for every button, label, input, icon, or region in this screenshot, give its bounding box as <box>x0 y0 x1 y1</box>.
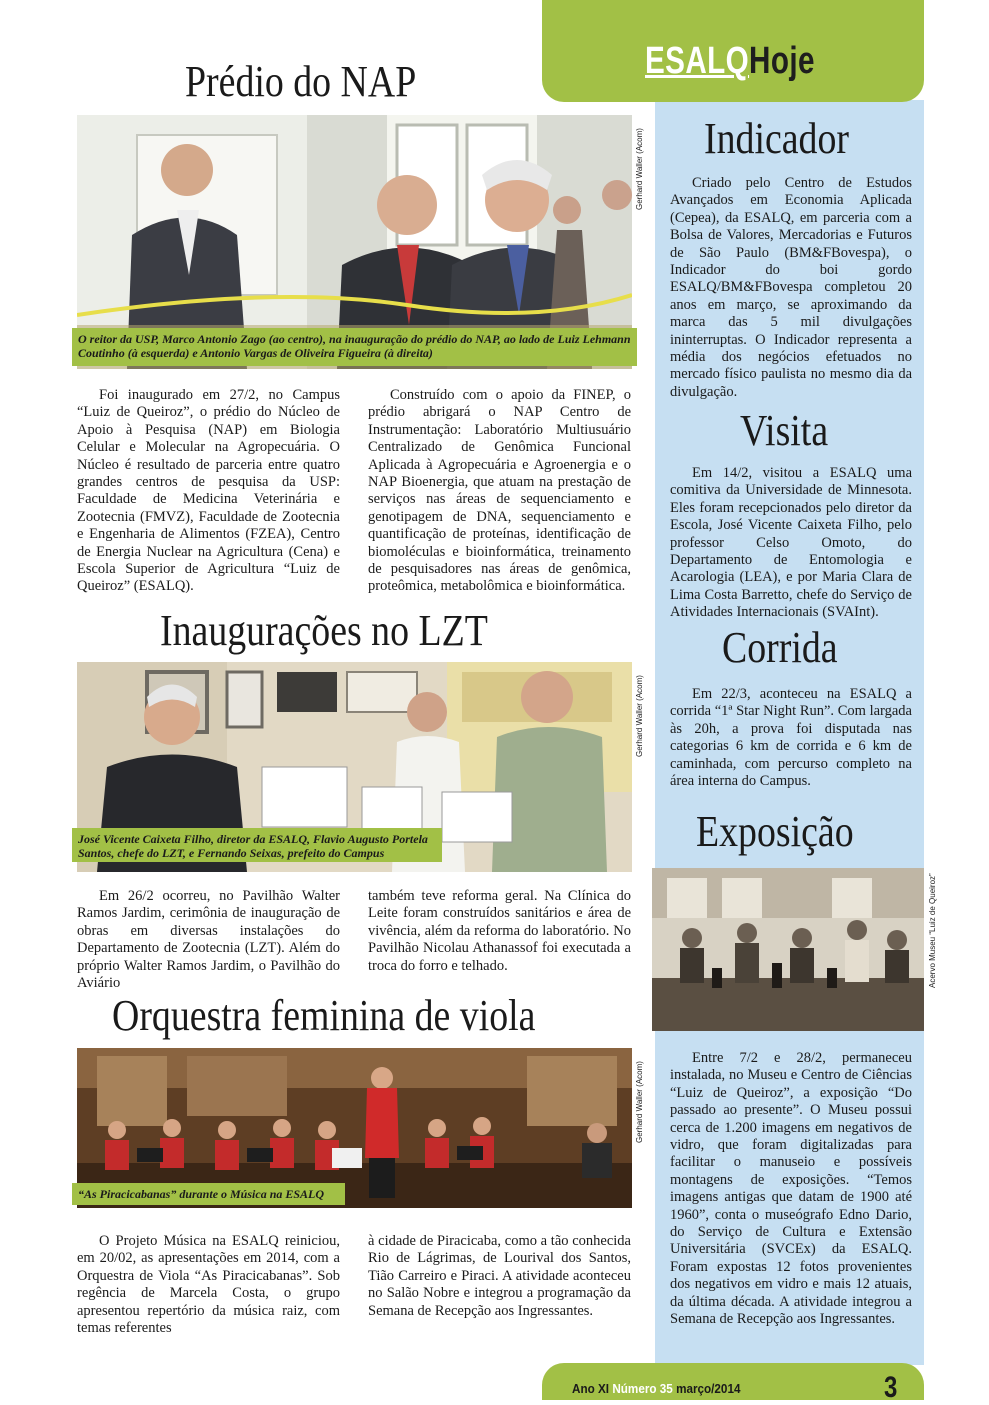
article3-col2: à cidade de Piracicaba, como a tão conhecida Rio de Lágrimas, de Lourival dos Santos, Tião Carreiro e Piraci. A atividade aconteceu no Salão Nobre e integrou a programação da Semana de Recepção aos Ingressantes. <box>368 1233 631 1319</box>
page-number: 3 <box>884 1371 898 1404</box>
sidebar-title-exposicao: Exposição <box>696 807 854 856</box>
article1-col1: Foi inaugurado em 27/2, no Campus “Luiz de Queiroz”, o prédio do Núcleo de Apoio à Pesquisa (NAP) em Biologia Celular e Molecular na Agropecuária. O Núcleo é resultado de parceria entre quatro grandes centros de pesquisa da USP: Faculdade de Medicina Veterinária e Zootecnia (FMVZ), Faculdade de Zootecnia e Engenharia de Alimentos (FZEA), Centro de Energia Nuclear na Agricultura (Cena) e Escola Superior de Agricultura “Luiz de Queiroz” (ESALQ). <box>77 387 340 595</box>
sidebar-text-indicador: Criado pelo Centro de Estudos Avançados em Economia Aplicada (Cepea), da ESALQ, em parceria com a Bolsa de Valores, Mercadorias e Futuros de São Paulo (BM&FBovespa), o Indicador do boi gordo ESALQ/BM&FBovespa completou 20 anos em março, se aproximando da marca das 5 mil divulgações ininterruptas. O Indicador representa a média dos negócios efetuados no mercado físico paulista no mesmo dia da divulgação. <box>670 175 912 400</box>
caption-1: O reitor da USP, Marco Antonio Zago (ao centro), na inauguração do prédio do NAP, ao lado de Luiz Lehmann Coutinho (à esquerda) e Antonio Vargas de Oliveira Figueira (à direita) <box>72 328 637 366</box>
sidebar-title-corrida: Corrida <box>722 623 838 672</box>
photo-museum-archive <box>652 868 924 1031</box>
footer-issue-info: Ano XI Número 35 março/2014 <box>572 1381 741 1396</box>
headline-predio-nap: Prédio do NAP <box>185 57 417 106</box>
article2-col1: Em 26/2 ocorreu, no Pavilhão Walter Ramos Jardim, cerimônia de inauguração de obras em diversas instalações do Departamento de Zootecnia (LZT). Além do próprio Walter Ramos Jardim, o Pavilhão do Aviário <box>77 888 340 992</box>
article3-col1: O Projeto Música na ESALQ reiniciou, em 20/02, as apresentações em 2014, com a Orquestra de Viola “As Piracicabanas”. Sob regência de Marcela Costa, o grupo apresentou repertório da música raiz, com temas referentes <box>77 1233 340 1337</box>
photo-credit-1: Gerhard Waller (Acom) <box>635 128 644 210</box>
caption-3: “As Piracicabanas” durante o Música na ESALQ <box>72 1183 345 1205</box>
photo-credit-3: Gerhard Waller (Acom) <box>635 1061 644 1143</box>
masthead-logo: ESALQHoje <box>645 40 815 82</box>
sidebar-text-exposicao: Entre 7/2 e 28/2, permaneceu instalada, no Museu e Centro de Ciências “Luiz de Queiroz”, a exposição “Do passado ao presente”. O Museu possui cerca de 1.200 imagens em negativos de vidro, que foram digitalizadas para facilitar o manuseio e possíveis montagens de exposições. “Temos imagens antigas que datam de 1900 até 1960”, conta o museógrafo Edno Dario, do Serviço de Cultura e Extensão Universitária (SVCEx) da ESALQ. Foram expostas 12 fotos provenientes dos negativos em vidro e mais 12 atuais, da última década. A atividade integrou a Semana de Recepção aos Ingressantes. <box>670 1050 912 1328</box>
sidebar-title-indicador: Indicador <box>704 114 849 163</box>
sidebar-text-visita: Em 14/2, visitou a ESALQ uma comitiva da Universidade de Minnesota. Eles foram recepcionados pelo diretor da Escola, José Vicente Caixeta Filho, pelo professor Celso Omoto, do Departamento de Entomologia e Acarologia (LEA), e por Maria Clara de Lima Costa Barretto, chefe do Serviço de Atividades Internacionais (SVAInt). <box>670 465 912 621</box>
caption-2: José Vicente Caixeta Filho, diretor da ESALQ, Flavio Augusto Portela Santos, chefe do LZT, e Fernando Seixas, prefeito do Campus <box>72 828 442 862</box>
article2-col2: também teve reforma geral. Na Clínica do Leite foram construídos sanitários e área de vivência, além da reforma do laboratório. No Pavilhão Nicolau Athanassof foi executada a troca do forro e telhado. <box>368 888 631 974</box>
headline-inauguracoes-lzt: Inaugurações no LZT <box>160 606 488 655</box>
sidebar-title-visita: Visita <box>740 406 829 455</box>
headline-orquestra: Orquestra feminina de viola <box>112 991 536 1040</box>
article1-col2: Construído com o apoio da FINEP, o prédio abrigará o NAP Centro de Instrumentação: Laboratório Multiusuário Centralizado de Genômica Funcional Aplicada à Agropecuária e Agroenergia e o NAP Bioenergia, que atuam na prestação de serviços nas áreas de sequenciamento e genotipagem de DNA, sequenciamento e quantificação de proteínas, identificação de biomoléculas e bioinformática, treinamento de pesquisadores nas áreas de genômica, proteômica, metabolômica e bioinformática. <box>368 387 631 595</box>
sidebar-text-corrida: Em 22/3, aconteceu na ESALQ a corrida “1ª Star Night Run”. Com largada às 20h, a prova foi disputada nas categorias 6 km de corrida e 6 km de caminhada, com percurso completo na área interna do Campus. <box>670 686 912 790</box>
photo-credit-2: Gerhard Waller (Acom) <box>635 675 644 757</box>
photo-credit-museum: Acervo Museu “Luiz de Queiroz” <box>928 873 937 988</box>
